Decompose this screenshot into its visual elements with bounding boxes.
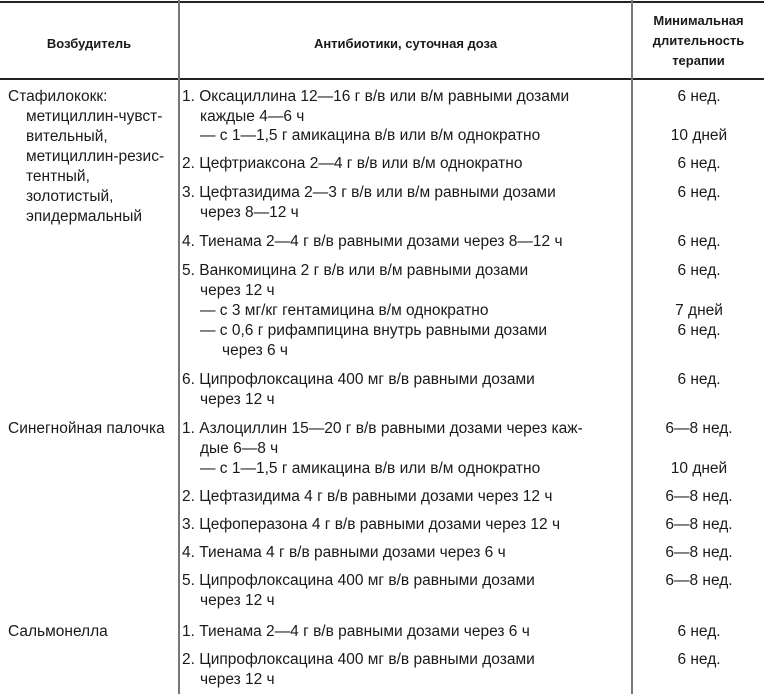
pathogen-label: метициллин-резис- (26, 148, 165, 165)
pathogen-pseudomonas: Синегнойная палочка (8, 420, 165, 437)
pathogen-label: вительный, (26, 128, 108, 145)
regimen-text: через 12 ч (200, 671, 275, 688)
duration-value: 6 нед. (677, 371, 721, 388)
duration-value: 6 нед. (677, 155, 721, 172)
regimen-text: 6. Ципрофлоксацина 400 мг в/в равными дозами (182, 371, 535, 388)
regimen-text: дые 6—8 ч (200, 440, 279, 457)
header-duration-line: терапии (672, 53, 725, 68)
regimen-text: через 12 ч (200, 592, 275, 609)
duration-value: 6 нед. (677, 623, 721, 640)
regimen-text: каждые 4—6 ч (200, 108, 305, 125)
duration-value: 6 нед. (677, 88, 721, 105)
regimen-text: 3. Цефоперазона 4 г в/в равными дозами через 12 ч (182, 516, 561, 533)
duration-value: 10 дней (670, 127, 728, 144)
combo-text: — с 1—1,5 г амикацина в/в или в/м однократно (200, 460, 541, 477)
duration-value: 10 дней (670, 460, 728, 477)
combo-text: — с 0,6 г рифампицина внутрь равными дозами (200, 322, 548, 339)
regimen-text: 1. Тиенама 2—4 г в/в равными дозами через 6 ч (182, 623, 530, 640)
duration-value: 6 нед. (677, 651, 721, 668)
pathogen-label: эпидермальный (26, 208, 143, 225)
header-antibiotics: Антибиотики, суточная доза (313, 36, 498, 51)
regimen-text: 1. Оксациллина 12—16 г в/в или в/м равными дозами (182, 88, 570, 105)
pathogen-label: тентный, (26, 168, 90, 185)
duration-value: 6—8 нед. (665, 572, 733, 589)
duration-value: 6—8 нед. (665, 488, 733, 505)
duration-value: 6 нед. (677, 233, 721, 250)
header-duration-line: длительность (652, 33, 745, 48)
header-bottom-rule (0, 78, 764, 80)
pathogen-label: Стафилококк: (8, 88, 108, 105)
table-top-rule (0, 1, 764, 3)
duration-value: 6—8 нед. (665, 516, 733, 533)
pathogen-label: золотистый, (26, 188, 114, 205)
duration-value: 6—8 нед. (665, 544, 733, 561)
regimen-text: 3. Цефтазидима 2—3 г в/в или в/м равными дозами (182, 184, 556, 201)
regimen-text: 2. Цефтриаксона 2—4 г в/в или в/м однократно (182, 155, 523, 172)
regimen-text: 2. Цефтазидима 4 г в/в равными дозами через 12 ч (182, 488, 553, 505)
regimen-text: 2. Ципрофлоксацина 400 мг в/в равными дозами (182, 651, 535, 668)
pathogen-salmonella: Сальмонелла (8, 623, 108, 640)
regimen-text: 4. Тиенама 2—4 г в/в равными дозами через 8—12 ч (182, 233, 563, 250)
regimen-text: 5. Ципрофлоксацина 400 мг в/в равными дозами (182, 572, 535, 589)
pathogen-label: метициллин-чувст- (26, 108, 163, 125)
duration-value: 6—8 нед. (665, 420, 733, 437)
regimen-text: через 12 ч (200, 282, 275, 299)
combo-text: — с 1—1,5 г амикацина в/в или в/м однократно (200, 127, 541, 144)
regimen-text: 1. Азлоциллин 15—20 г в/в равными дозами через каж- (182, 420, 583, 437)
duration-value: 6 нед. (677, 322, 721, 339)
duration-value: 6 нед. (677, 184, 721, 201)
combo-text: — с 3 мг/кг гентамицина в/м однократно (200, 302, 489, 319)
regimen-text: 4. Тиенама 4 г в/в равными дозами через 6 ч (182, 544, 506, 561)
column-divider-2 (631, 0, 633, 694)
regimen-text: через 12 ч (200, 391, 275, 408)
regimen-text: 5. Ванкомицина 2 г в/в или в/м равными дозами (182, 262, 529, 279)
duration-value: 6 нед. (677, 262, 721, 279)
duration-value: 7 дней (675, 302, 723, 319)
combo-text: через 6 ч (222, 342, 289, 359)
column-divider-1 (178, 0, 180, 694)
header-duration-line: Минимальная (653, 13, 744, 28)
header-duration (633, 11, 764, 71)
header-pathogen: Возбудитель (46, 36, 132, 51)
regimen-text: через 8—12 ч (200, 204, 299, 221)
